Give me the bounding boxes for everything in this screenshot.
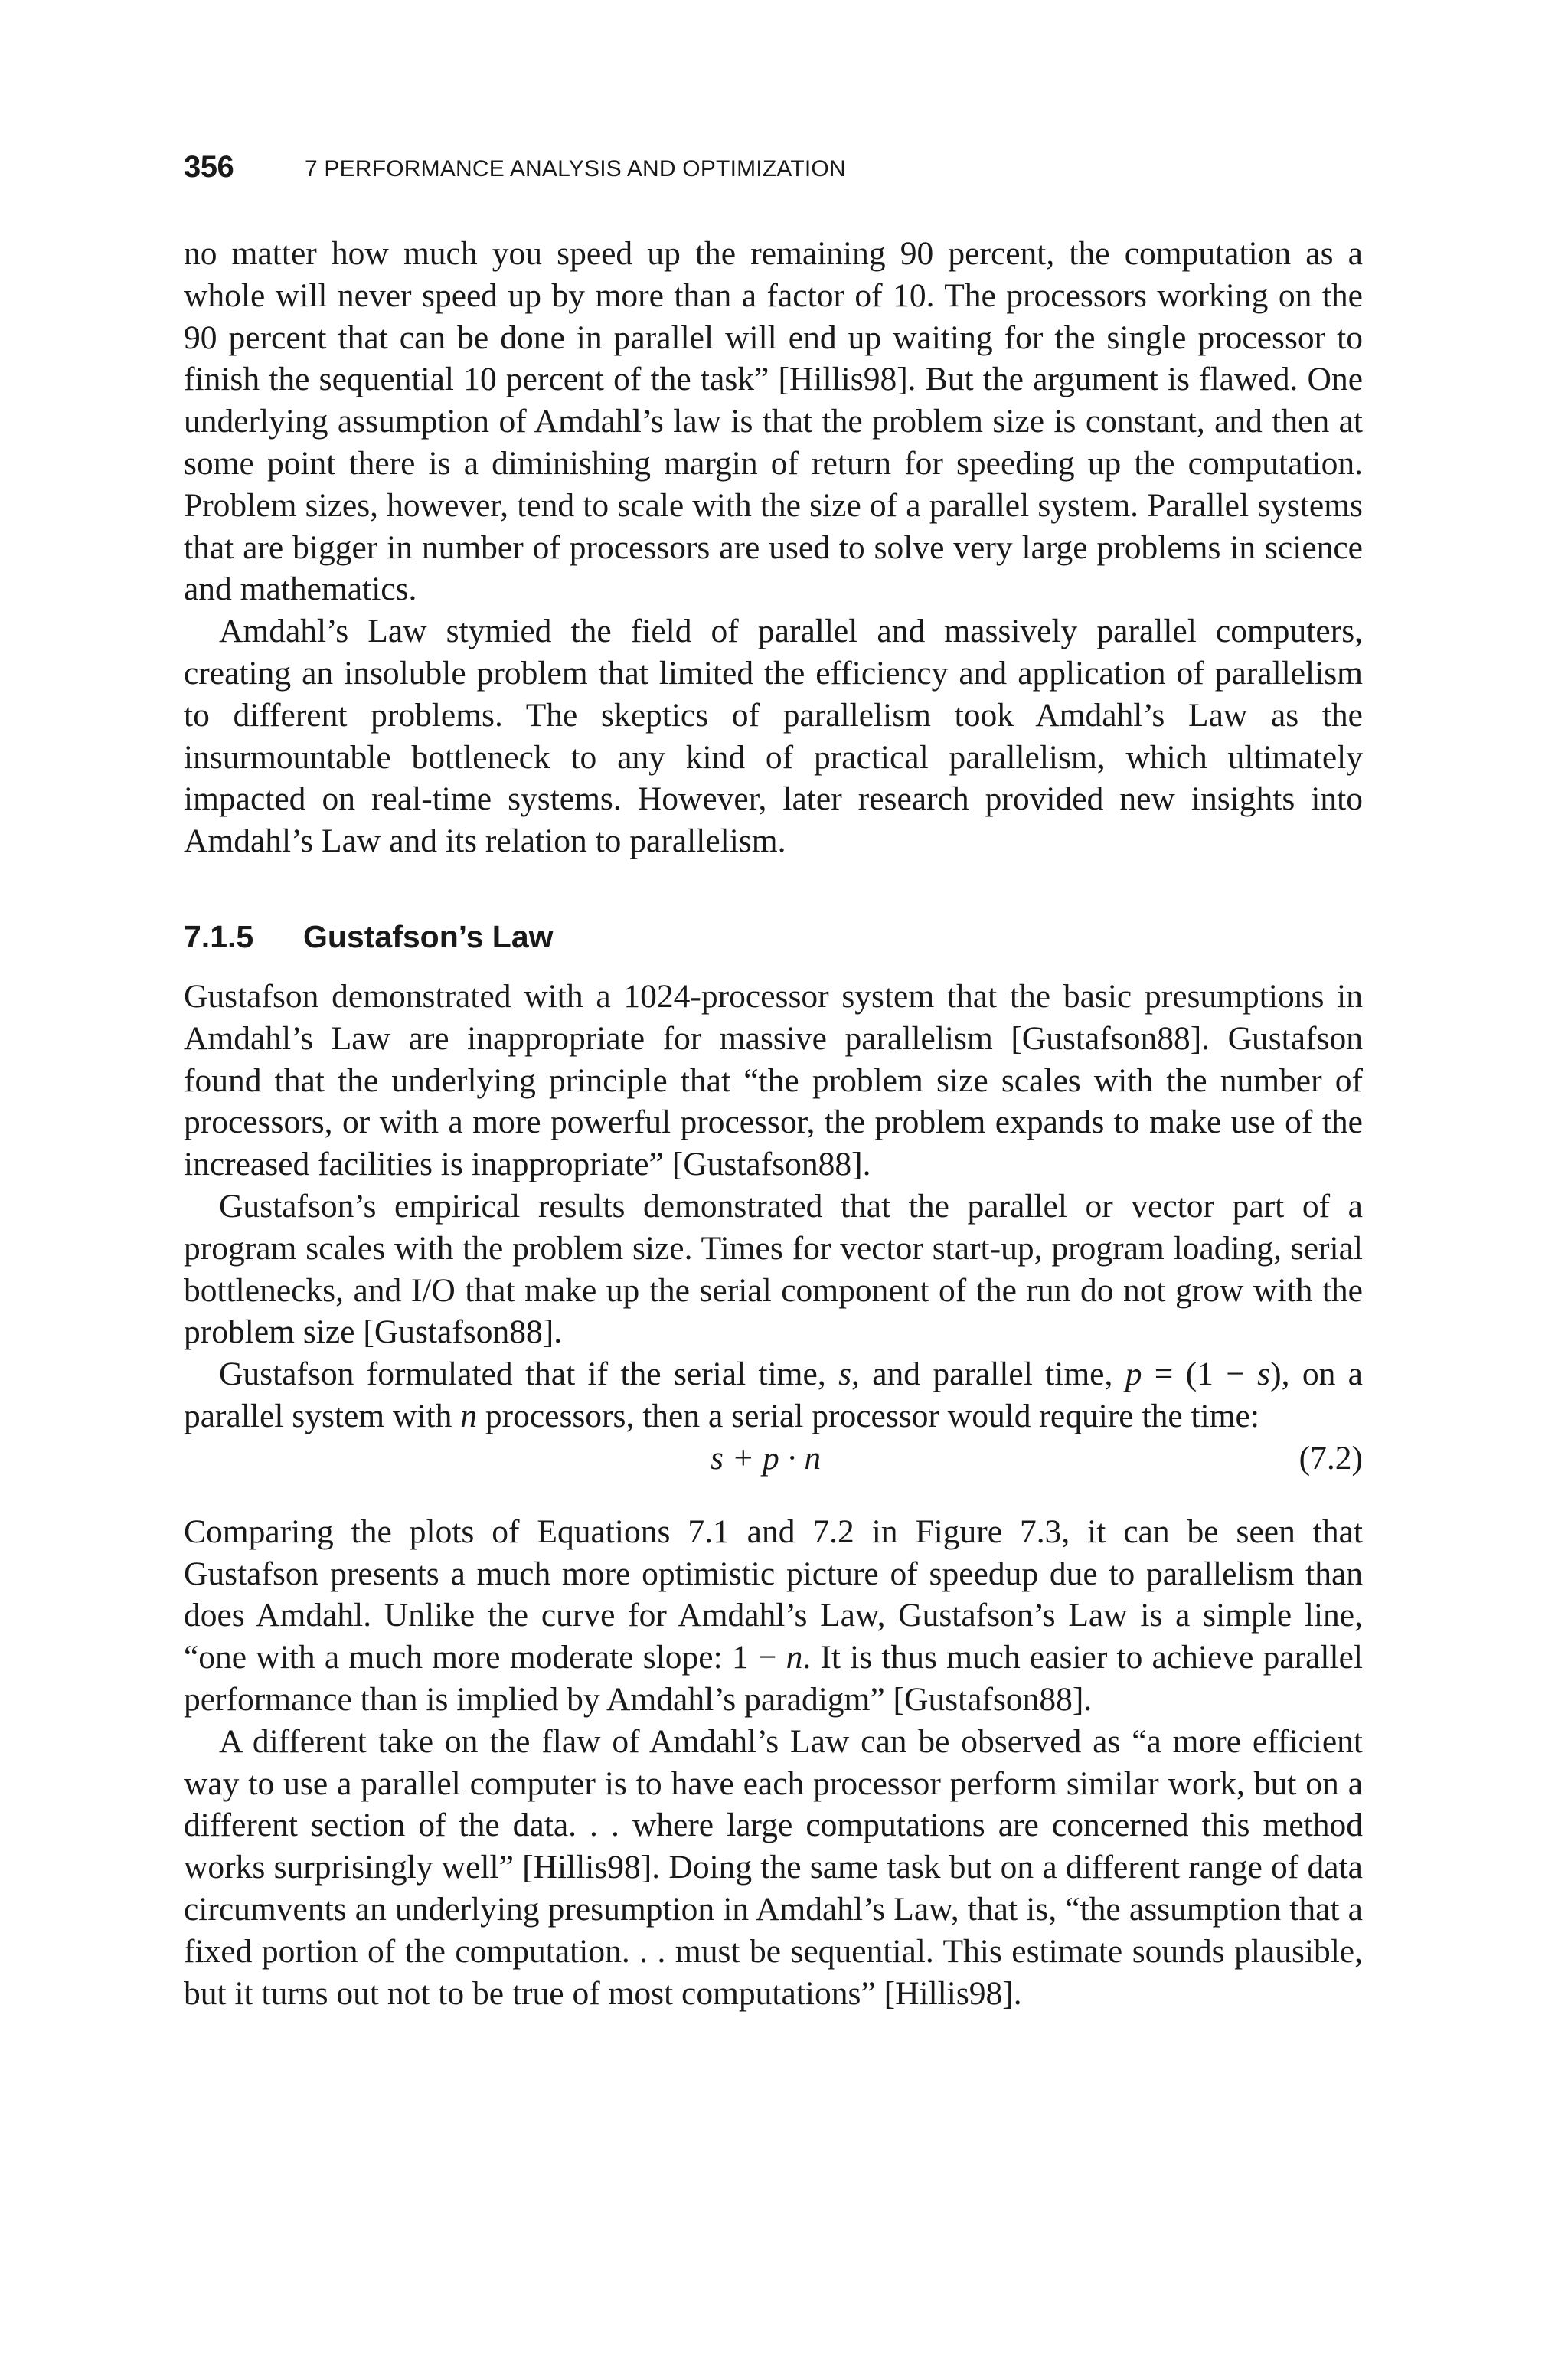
text-run: = (1 − [1142, 1356, 1258, 1393]
equation [184, 1437, 1363, 1480]
paragraph: Amdahl’s Law stymied the field of parallel and massively parallel computers, creating an insoluble problem that limited the efficiency and application of parallelism to different problems. The skeptics of parallelism took Amdahl’s Law as the insurmountable bottleneck to any kind of practical parallelism, which ultimately impacted on real-time systems. However, later research provided new insights into Amdahl’s Law and its relation to parallelism. [184, 613, 1363, 860]
section-title: Gustafson’s Law [303, 919, 554, 954]
section-number: 7.1.5 [184, 919, 254, 954]
math-variable: s [1257, 1356, 1271, 1393]
section-heading [184, 919, 554, 955]
text-run: , and parallel time, [851, 1356, 1125, 1393]
text-run: processors, then a serial processor would require the time: [476, 1397, 1259, 1434]
paragraph: no matter how much you speed up the remaining 90 percent, the computation as a whole will never speed up by more than a factor of 10. The processors working on the 90 percent that can be done in parallel will end up waiting for the single processor to finish the sequential 10 percent of the task” [Hillis98]. But the argument is flawed. One underlying assumption of Amdahl’s law is that the problem size is constant, and then at some point there is a diminishing margin of return for speeding up the computation. Problem sizes, however, tend to scale with the size of a parallel system. Parallel systems that are bigger in number of processors are used to solve very large problems in science and mathematics. [184, 235, 1363, 608]
page-number: 356 [184, 150, 234, 184]
equation-spacer [184, 1480, 1363, 1511]
section-2-body [184, 976, 1363, 2014]
math-variable: s [838, 1356, 851, 1393]
text-run: ), on a parallel system with [184, 1356, 1363, 1434]
equation-expression: s + p · n [710, 1439, 822, 1477]
paragraph [184, 1353, 1363, 1437]
text-run: . It is thus much easier to achieve parallel performance than is implied by Amdahl’s paradigm” [Gustafson88]. [184, 1639, 1363, 1718]
math-variable: n [460, 1397, 477, 1434]
text-run: Gustafson formulated that if the serial time, [219, 1356, 839, 1393]
paragraph [184, 1511, 1363, 1721]
running-header [184, 150, 1393, 196]
math-variable: p [1125, 1356, 1142, 1393]
math-variable: n [786, 1639, 803, 1676]
chapter-title: 7 PERFORMANCE ANALYSIS AND OPTIMIZATION [305, 156, 846, 182]
paragraph: Gustafson’s empirical results demonstrated that the parallel or vector part of a program scales with the problem size. Times for vector start-up, program loading, serial bottlenecks, and I/O that make up the serial component of the run do not grow with the problem size [Gustafson88]. [184, 1187, 1363, 1351]
paragraph: Gustafson demonstrated with a 1024-processor system that the basic presumptions in Amdahl’s Law are inappropriate for massive parallelism [Gustafson88]. Gustafson found that the underlying principle that “the problem size scales with the number of processors, or with a more powerful processor, the problem expands to make use of the increased facilities is inappropriate” [Gustafson88]. [184, 978, 1363, 1183]
section-1-body [184, 233, 1363, 862]
text-run: Comparing the plots of Equations 7.1 and 7.2 in Figure 7.3, it can be seen that Gustafson presents a much more optimistic picture of speedup due to parallelism than does Amdahl. Unlike the curve for Amdahl’s Law, Gustafson’s Law is a simple line, “one with a much more moderate slope: 1 − [184, 1513, 1363, 1676]
paragraph: A different take on the flaw of Amdahl’s Law can be observed as “a more efficient way to use a parallel computer is to have each processor perform similar work, but on a different section of the data. . . where large computations are concerned this method works surprisingly well” [Hillis98]. Doing the same task but on a different range of data circumvents an underlying presumption in Amdahl’s Law, that is, “the assumption that a fixed portion of the computation. . . must be sequential. This estimate sounds plausible, but it turns out not to be true of most computations” [Hillis98]. [184, 1722, 1363, 2012]
equation-number: (7.2) [1298, 1439, 1363, 1477]
